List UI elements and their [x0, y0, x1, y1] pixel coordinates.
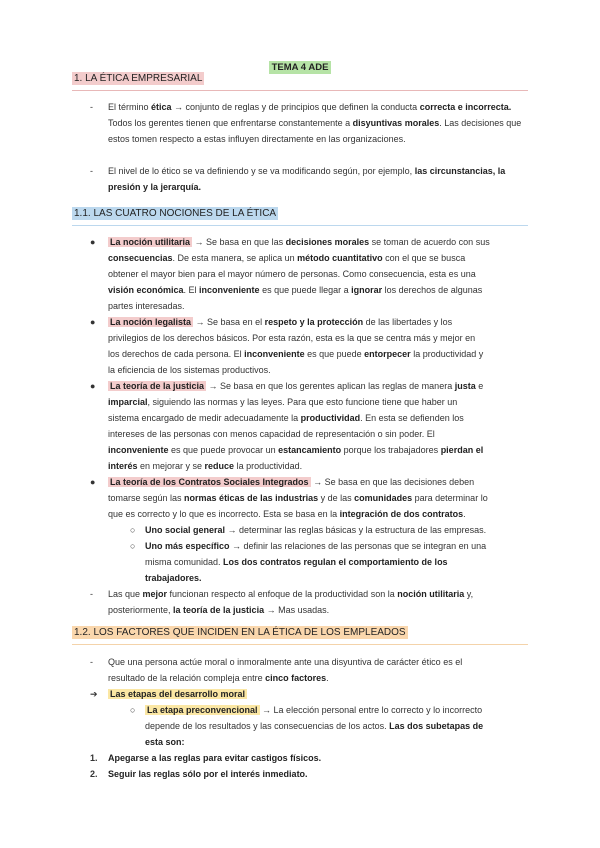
s12-paragraph-1 — [108, 654, 538, 686]
dash-marker: - — [90, 589, 93, 599]
s11-conclusion — [108, 586, 538, 618]
circle-marker: ○ — [130, 541, 136, 551]
theory-justice-label: La teoría de la justicia — [110, 381, 205, 391]
line: partes interesadas. — [108, 301, 185, 311]
section-1-1-rule — [72, 225, 528, 226]
theory-social-contracts — [108, 474, 538, 522]
line: Que una persona actúe moral o inmoralmente ante una disyuntiva de carácter ético es el — [108, 657, 463, 667]
line: Las que mejor funcionan respecto al enfoque de la productividad son la noción utilitaria y, — [108, 589, 474, 599]
preconventional-stage — [145, 702, 545, 750]
line: obtener el mayor bien para el mayor número de personas. Como consecuencia, esta es una — [108, 269, 476, 279]
numbered-item-2: Seguir las reglas sólo por el interés inmediato. — [108, 769, 308, 779]
number-marker: 1. — [90, 753, 98, 763]
line: La etapa preconvencional → La elección personal entre lo correcto y lo incorrecto — [147, 705, 483, 715]
notion-utilitarian-label: La noción utilitaria — [110, 237, 191, 247]
dash-marker: - — [90, 166, 93, 176]
section-1-heading: 1. LA ÉTICA EMPRESARIAL — [74, 73, 203, 84]
numbered-item-1: Apegarse a las reglas para evitar castigos físicos. — [108, 753, 322, 763]
arrow-marker: ➔ — [90, 689, 98, 699]
line: visión económica. El inconveniente es que puede llegar a ignorar los derechos de algunas — [108, 285, 483, 295]
notion-utilitarian — [108, 234, 538, 314]
moral-development-stages: Las etapas del desarrollo moral — [110, 689, 246, 699]
bullet-marker: ● — [90, 477, 96, 487]
section-1-2-rule — [72, 644, 528, 645]
section-1-1-heading: 1.1. LAS CUATRO NOCIONES DE LA ÉTICA — [74, 208, 277, 219]
preconventional-label: La etapa preconvencional — [147, 705, 258, 715]
dash-marker: - — [90, 657, 93, 667]
section-1-2-heading: 1.2. LOS FACTORES QUE INCIDEN EN LA ÉTICA DE LOS EMPLEADOS — [74, 627, 406, 638]
circle-marker: ○ — [130, 705, 136, 715]
line: intereses de las personas con menos capacidad de representación o sin poder. El — [108, 429, 435, 439]
bullet-marker: ● — [90, 381, 96, 391]
bullet-marker: ● — [90, 317, 96, 327]
theory-justice — [108, 378, 538, 474]
line: tomarse según las normas éticas de las industrias y de las comunidades para determinar lo — [108, 493, 488, 503]
line: La teoría de los Contratos Sociales Integrados → Se basa en que las decisiones deben — [110, 477, 475, 487]
line: La teoría de la justicia → Se basa en que los gerentes aplican las reglas de manera justa e — [110, 381, 484, 391]
line: inconveniente es que puede provocar un estancamiento porque los trabajadores pierdan el — [108, 445, 484, 455]
line: los derechos de cada persona. El inconveniente es que puede entorpecer la productividad y — [108, 349, 484, 359]
line: la eficiencia de los sistemas productivos. — [108, 365, 271, 375]
notion-legalist-label: La noción legalista — [110, 317, 192, 327]
line: privilegios de los derechos básicos. Por esta razón, esta es la que se centra más y mejor en — [108, 333, 476, 343]
line: imparcial, siguiendo las normas y las leyes. Para que esto funcione tiene que haber un — [108, 397, 458, 407]
line: La noción legalista → Se basa en el respeto y la protección de las libertades y los — [110, 317, 453, 327]
line: interés en mejorar y se reduce la productividad. — [108, 461, 303, 471]
line: posteriormente, la teoría de la justicia → Mas usadas. — [108, 605, 330, 615]
circle-marker: ○ — [130, 525, 136, 535]
line: esta son: — [145, 737, 185, 747]
line: La noción utilitaria → Se basa en que las decisiones morales se toman de acuerdo con sus — [110, 237, 490, 247]
dash-marker: - — [90, 102, 93, 112]
sub-contract-2 — [145, 538, 545, 586]
line: resultado de la relación compleja entre cinco factores. — [108, 673, 329, 683]
s1-paragraph-2: El nivel de lo ético se va definiendo y se va modificando según, por ejemplo, las circunstancias, la presión y la jerarquía. — [108, 166, 506, 192]
number-marker: 2. — [90, 769, 98, 779]
sub-contract-1: Uno social general → determinar las reglas básicas y la estructura de las empresas. — [145, 525, 487, 535]
theory-social-contracts-label: La teoría de los Contratos Sociales Integrados — [110, 477, 309, 487]
notion-legalist — [108, 314, 538, 378]
s1-paragraph-1: El término ética → conjunto de reglas y de principios que definen la conducta correcta e incorrecta. Todos los gerentes tienen que enfrentarse constantemente a disyuntivas morales. Las decisiones que estos tomen respecto a estas influyen directamente en las organizaciones. — [108, 102, 522, 144]
section-1-rule — [72, 90, 528, 91]
line: consecuencias. De esta manera, se aplica un método cuantitativo con el que se busca — [108, 253, 466, 263]
line: Uno más específico → definir las relaciones de las personas que se integran en una — [145, 541, 487, 551]
page-title: TEMA 4 ADE — [269, 61, 332, 74]
bullet-marker: ● — [90, 237, 96, 247]
line: trabajadores. — [145, 573, 202, 583]
line: misma comunidad. Los dos contratos regulan el comportamiento de los — [145, 557, 448, 567]
line: sistema encargado de medir adecuadamente la productividad. En esta se defienden los — [108, 413, 464, 423]
line: que es correcto y lo que es incorrecto. Esta se basa en la integración de dos contratos. — [108, 509, 466, 519]
line: depende de los resultados y las consecuencias de los actos. Las dos subetapas de — [145, 721, 484, 731]
